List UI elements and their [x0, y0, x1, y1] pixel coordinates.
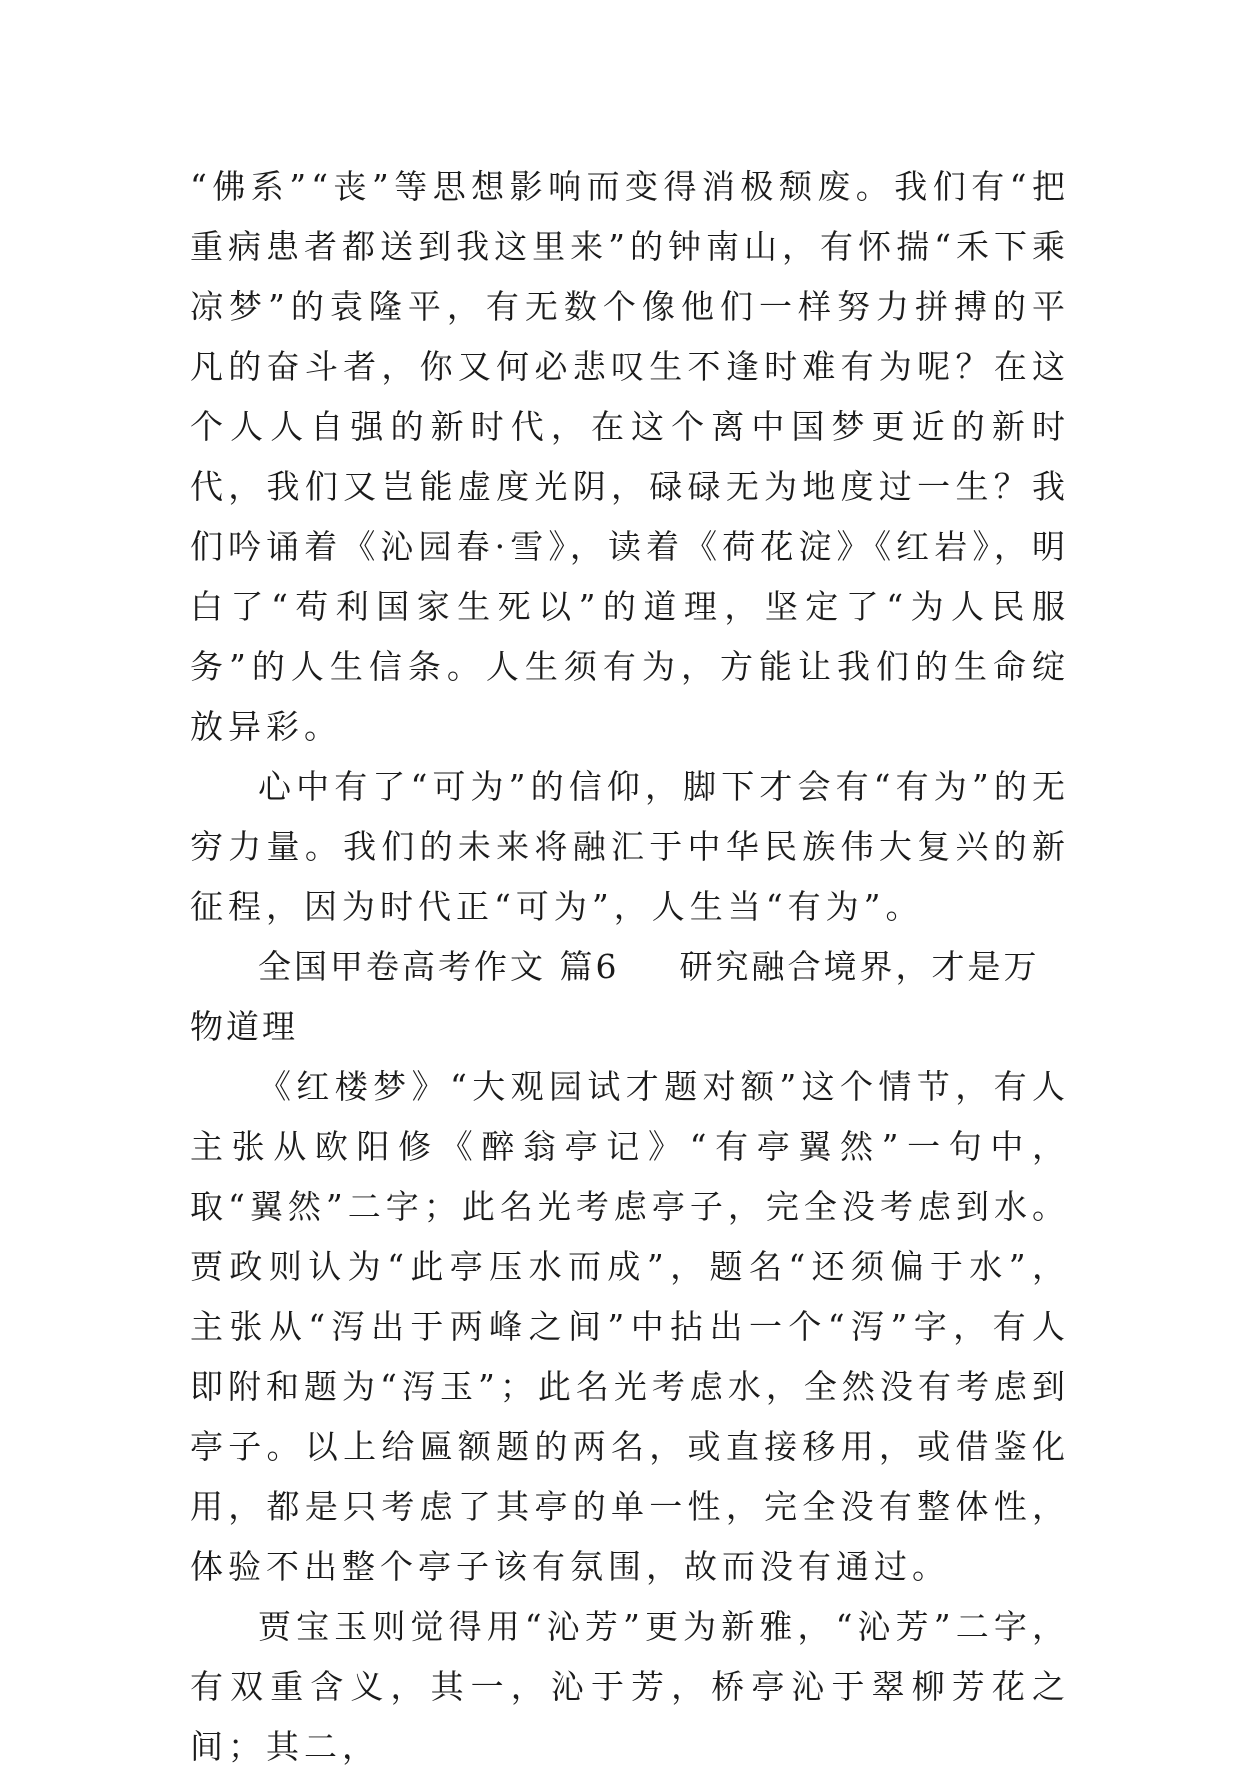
- paragraph-conclusion: 心中有了“可为”的信仰，脚下才会有“有为”的无穷力量。我们的未来将融汇于中华民族伟大复兴的新征程，因为时代正“可为”，人生当“有为”。: [190, 767, 1070, 926]
- paragraph-body-2: 贾宝玉则觉得用“沁芳”更为新雅，“沁芳”二字，有双重含义，其一，沁于芳，桥亭沁于翠柳芳花之间；其二，: [190, 1607, 1070, 1766]
- section-heading-label: 全国甲卷高考作文 篇6: [258, 947, 620, 986]
- section-heading-title: 研究融合境界，才是万物道理: [190, 947, 1040, 1046]
- paragraph-continuation: “佛系”“丧”等思想影响而变得消极颓废。我们有“把重病患者都送到我这里来”的钟南山，有怀揣“禾下乘凉梦”的袁隆平，有无数个像他们一样努力拼搏的平凡的奋斗者，你又何必悲叹生不逢时难有为呢？在这个人人自强的新时代，在这个离中国梦更近的新时代，我们又岂能虚度光阴，碌碌无为地度过一生？我们吟诵着《沁园春·雪》，读着《荷花淀》《红岩》，明白了“苟利国家生死以”的道理，坚定了“为人民服务”的人生信条。人生须有为，方能让我们的生命绽放异彩。: [190, 167, 1070, 746]
- paragraph-body-1: 《红楼梦》“大观园试才题对额”这个情节，有人主张从欧阳修《醉翁亭记》“有亭翼然”一句中，取“翼然”二字；此名光考虑亭子，完全没考虑到水。贾政则认为“此亭压水而成”，题名“还须偏于水”，主张从“泻出于两峰之间”中拈出一个“泻”字，有人即附和题为“泻玉”；此名光考虑水，全然没有考虑到亭子。以上给匾额题的两名，或直接移用，或借鉴化用，都是只考虑了其亭的单一性，完全没有整体性，体验不出整个亭子该有氛围，故而没有通过。: [190, 1067, 1070, 1586]
- section-heading: [190, 937, 1070, 1057]
- document-body: [190, 157, 1070, 1777]
